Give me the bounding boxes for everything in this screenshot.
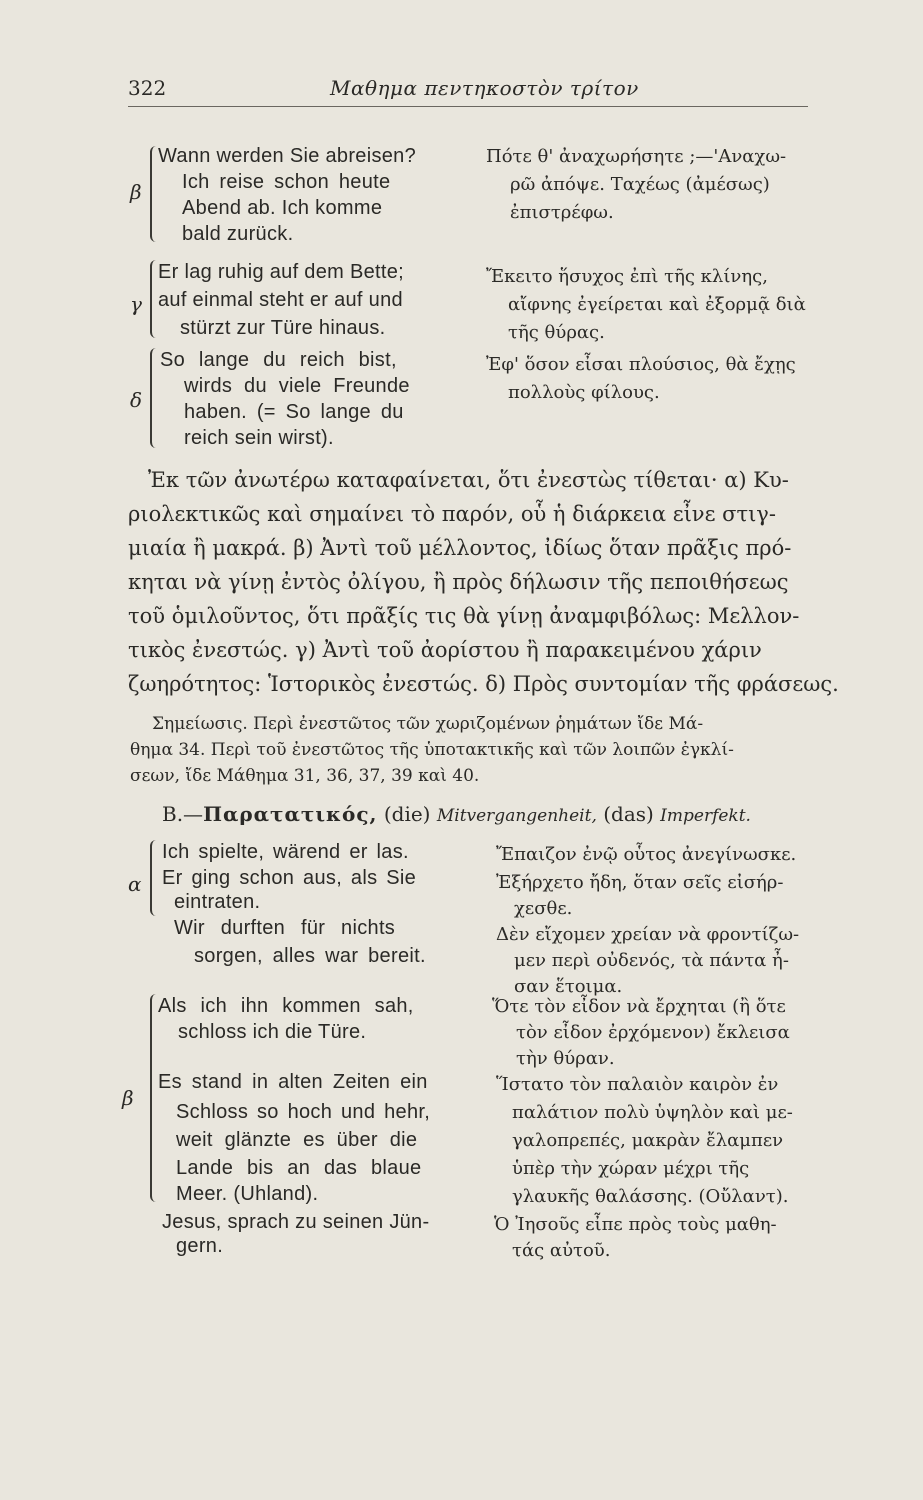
- greek-line: γλαυκῆς θαλάσσης. (Οὔλαντ).: [512, 1186, 789, 1207]
- paragraph-line: ριολεκτικῶς καὶ σημαίνει τὸ παρόν, οὗ ἡ διάρκεια εἶνε στιγ-: [128, 502, 776, 526]
- note-line: Σημείωσις. Περὶ ἐνεστῶτος τῶν χωριζομένων ῥημάτων ἴδε Μά-: [152, 714, 704, 734]
- german-line: Schloss so hoch und hehr,: [176, 1101, 431, 1123]
- paragraph-line: μιαία ἢ μακρά. β) Ἀντὶ τοῦ μέλλοντος, ἰδίως ὅταν πρᾶξις πρό-: [128, 536, 792, 560]
- brace: [150, 840, 160, 916]
- german-line: wirds du viele Freunde: [184, 375, 410, 397]
- german-line: Meer. (Uhland).: [176, 1183, 319, 1205]
- german-line: So lange du reich bist,: [160, 349, 397, 371]
- note-line: σεων, ἴδε Μάθημα 31, 36, 37, 39 καὶ 40.: [130, 766, 480, 786]
- section-title: Παρατατικός,: [203, 802, 378, 826]
- header-rule: [128, 106, 808, 107]
- german-line: haben. (= So lange du: [184, 401, 404, 423]
- german-line: schloss ich die Türe.: [178, 1021, 367, 1043]
- german-line: auf einmal steht er auf und: [158, 289, 403, 311]
- section-heading: [162, 802, 751, 826]
- german-line: stürzt zur Türe hinaus.: [180, 317, 386, 339]
- running-title: Μαθημα πεντηκοστὸν τρίτον: [330, 76, 639, 100]
- page-number: 322: [128, 76, 167, 100]
- example-label-alpha: α: [128, 872, 142, 896]
- section-latin-term: Imperfekt.: [660, 806, 751, 826]
- german-line: Es stand in alten Zeiten ein: [158, 1071, 428, 1093]
- german-line: gern.: [176, 1235, 224, 1257]
- german-line: sorgen, alles war bereit.: [194, 945, 426, 967]
- paragraph-line: τικὸς ἐνεστώς. γ) Ἀντὶ τοῦ ἀορίστου ἢ παρακειμένου χάριν: [128, 638, 762, 662]
- example-label-beta: β: [130, 180, 142, 204]
- german-line: Als ich ihn kommen sah,: [158, 995, 414, 1017]
- paragraph-line: τοῦ ὁμιλοῦντος, ὅτι πρᾶξίς τις θὰ γίνῃ ἀναμφιβόλως: Μελλον-: [128, 604, 800, 628]
- german-line: eintraten.: [174, 891, 261, 913]
- section-prefix: B.—: [162, 802, 204, 826]
- greek-line: τὸν εἶδον ἐρχόμενον) ἔκλεισα: [516, 1022, 790, 1043]
- german-line: reich sein wirst).: [184, 427, 334, 449]
- greek-line: μεν περὶ οὐδενός, τὰ πάντα ἦ-: [514, 950, 789, 971]
- greek-line: τῆς θύρας.: [508, 322, 605, 343]
- german-line: bald zurück.: [182, 223, 294, 245]
- german-line: Ich reise schon heute: [182, 171, 391, 193]
- greek-line: Ὁ Ἰησοῦς εἶπε πρὸς τοὺς μαθη-: [494, 1214, 777, 1235]
- german-line: Wann werden Sie abreisen?: [158, 145, 417, 167]
- greek-line: Δὲν εἴχομεν χρείαν νὰ φροντίζω-: [496, 924, 800, 945]
- german-line: Jesus, sprach zu seinen Jün-: [162, 1211, 430, 1233]
- german-line: weit glänzte es über die: [176, 1129, 418, 1151]
- note-line: θημα 34. Περὶ τοῦ ἐνεστῶτος τῆς ὑποτακτικῆς καὶ τῶν λοιπῶν ἐγκλί-: [130, 740, 734, 760]
- greek-line: ἐπιστρέφω.: [510, 202, 614, 223]
- paragraph-line: κηται νὰ γίνῃ ἐντὸς ὀλίγου, ἢ πρὸς δήλωσιν τῆς πεποιθήσεως: [128, 570, 789, 594]
- section-article: (die): [377, 802, 437, 826]
- greek-line: τάς αὐτοῦ.: [512, 1240, 611, 1261]
- greek-line: Ἵστατο τὸν παλαιὸν καιρὸν ἐν: [496, 1074, 779, 1095]
- example-label-beta: β: [122, 1086, 134, 1110]
- brace: [150, 994, 160, 1202]
- paragraph-line: Ἐκ τῶν ἀνωτέρω καταφαίνεται, ὅτι ἐνεστὼς τίθεται· α) Κυ-: [148, 468, 789, 492]
- greek-line: χεσθε.: [514, 898, 573, 919]
- greek-line: Ἐφ' ὅσον εἶσαι πλούσιος, θὰ ἔχῃς: [486, 354, 796, 375]
- greek-line: Ἔπαιζον ἐνῷ οὗτος ἀνεγίνωσκε.: [496, 844, 797, 865]
- greek-line: Ἔκειτο ἥσυχος ἐπὶ τῆς κλίνης,: [486, 266, 768, 287]
- greek-line: ὑπὲρ τὴν χώραν μέχρι τῆς: [512, 1158, 750, 1179]
- greek-line: αἴφνης ἐγείρεται καὶ ἐξορμᾷ διὰ: [508, 294, 806, 315]
- greek-line: τὴν θύραν.: [516, 1048, 615, 1069]
- german-line: Abend ab. Ich komme: [182, 197, 383, 219]
- example-label-delta: δ: [130, 388, 143, 412]
- german-line: Lande bis an das blaue: [176, 1157, 422, 1179]
- greek-line: σαν ἕτοιμα.: [514, 976, 623, 997]
- greek-line: ρῶ ἀπόψε. Ταχέως (ἀμέσως): [510, 174, 770, 195]
- greek-line: γαλοπρεπές, μακρὰν ἔλαμπεν: [512, 1130, 784, 1151]
- paragraph-line: ζωηρότητος: Ἱστορικὸς ἐνεστώς. δ) Πρὸς συντομίαν τῆς φράσεως.: [128, 672, 839, 696]
- brace: [150, 348, 160, 448]
- greek-line: Ὅτε τὸν εἶδον νὰ ἔρχηται (ἢ ὅτε: [492, 996, 786, 1017]
- greek-line: παλάτιον πολὺ ὑψηλὸν καὶ με-: [512, 1102, 793, 1123]
- greek-line: πολλοὺς φίλους.: [508, 382, 660, 403]
- example-label-gamma: γ: [130, 292, 142, 316]
- german-line: Wir durften für nichts: [174, 917, 396, 939]
- greek-line: Ἐξήρχετο ἤδη, ὅταν σεῖς εἰσήρ-: [496, 872, 784, 893]
- german-line: Ich spielte, wärend er las.: [162, 841, 409, 863]
- german-line: Er ging schon aus, als Sie: [162, 867, 417, 889]
- german-line: Er lag ruhig auf dem Bette;: [158, 261, 405, 283]
- section-german-term: Mitvergangenheit,: [436, 806, 597, 826]
- greek-line: Πότε θ' ἀναχωρήσητε ;—'Αναχω-: [486, 146, 787, 167]
- section-article: (das): [596, 802, 661, 826]
